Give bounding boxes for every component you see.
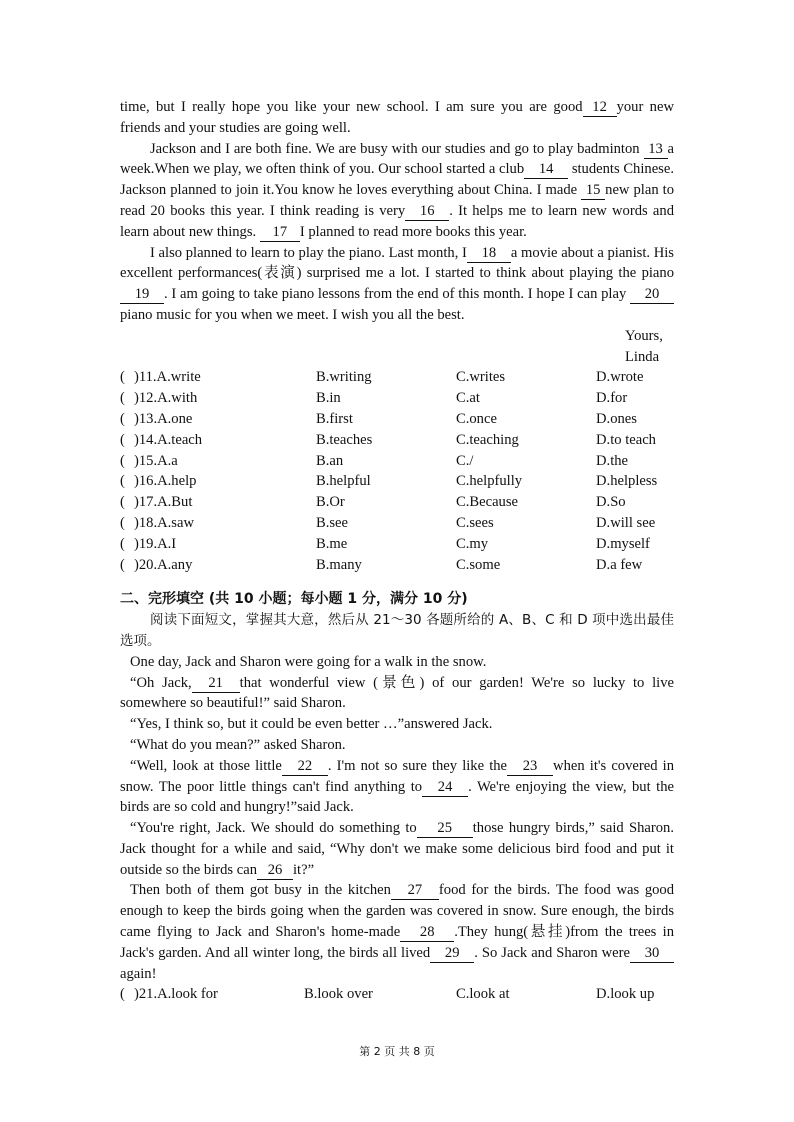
story-line-7 — [120, 880, 674, 984]
option-c[interactable]: C.at — [456, 390, 480, 407]
text-run: your new friends and your studies are going well. — [120, 99, 674, 136]
option-a[interactable]: )19.A.I — [134, 535, 177, 552]
text-run: piano music for you when we meet. I wish you all the best. — [120, 306, 465, 323]
question-row-11 — [120, 367, 674, 388]
option-b[interactable]: B.look over — [304, 986, 373, 1003]
option-d[interactable]: D.for — [596, 390, 628, 407]
option-a[interactable]: )12.A.with — [134, 390, 198, 407]
story-line-3: “Yes, I think so, but it could be even better …”answered Jack. — [130, 716, 493, 733]
text-run: students Chinese. Jackson planned to join it.You know he loves everything about China. I made — [120, 161, 674, 199]
text-run: that wonderful view (景色) of our garden! We're so lucky to live somewhere so beautiful!” said Sharon. — [120, 674, 674, 712]
blank-22[interactable]: 22 — [282, 758, 328, 776]
option-d[interactable]: D.to teach — [596, 431, 656, 448]
story-line-6 — [120, 818, 674, 880]
text-run: it?” — [293, 861, 315, 878]
option-c[interactable]: C.some — [456, 556, 501, 573]
answer-paren[interactable]: ( — [120, 431, 125, 448]
question-row-14 — [120, 430, 674, 451]
option-b[interactable]: B.writing — [316, 369, 372, 386]
text-run: those hungry birds,” said Sharon. Jack thought for a while and said, “Why don't we make some delicious bird food and put it outside so the birds can — [120, 820, 675, 878]
option-d[interactable]: D.look up — [596, 986, 655, 1003]
passage-one — [120, 97, 674, 1005]
blank-30[interactable]: 30 — [630, 945, 674, 963]
option-d[interactable]: D.myself — [596, 535, 650, 552]
answer-paren[interactable]: ( — [120, 535, 125, 552]
option-d[interactable]: D.the — [596, 452, 629, 469]
text-run: food for the birds. The food was good enough to keep the birds going when the garden was covered in snow. Sure enough, the birds came flying to Jack and Sharon's home-made — [120, 882, 675, 941]
question-row-20 — [120, 555, 674, 576]
option-b[interactable]: B.an — [316, 452, 344, 469]
text-run: . It helps me to learn new words and learn about new things. — [120, 202, 674, 240]
option-b[interactable]: B.many — [316, 556, 362, 573]
option-a[interactable]: )20.A.any — [134, 556, 193, 573]
answer-paren[interactable]: ( — [120, 473, 125, 490]
question-row-19 — [120, 534, 674, 555]
blank-17[interactable]: 17 — [260, 224, 300, 242]
letter-signature: Linda — [625, 348, 660, 365]
option-c[interactable]: C.sees — [456, 514, 494, 531]
option-c[interactable]: C.teaching — [456, 431, 519, 448]
question-row-18 — [120, 513, 674, 534]
answer-paren[interactable]: ( — [120, 369, 125, 386]
question-row-16 — [120, 471, 674, 492]
paragraph-1 — [120, 97, 674, 139]
answer-paren[interactable]: ( — [120, 986, 125, 1003]
blank-21[interactable]: 21 — [192, 675, 240, 693]
text-run: . I am going to take piano lessons from the end of this month. I hope I can play — [164, 286, 627, 303]
question-row-13 — [120, 409, 674, 430]
text-run: “Well, look at those little — [130, 757, 282, 774]
option-c[interactable]: C.once — [456, 410, 497, 427]
blank-28[interactable]: 28 — [400, 924, 454, 942]
text-run: . I'm not so sure they like the — [327, 757, 508, 774]
blank-15[interactable]: 15 — [581, 182, 605, 200]
text-run: again! — [120, 965, 157, 982]
blank-12[interactable]: 12 — [583, 99, 617, 117]
blank-16[interactable]: 16 — [405, 203, 449, 221]
text-run: when it's covered in snow. The poor little things can't find anything to — [120, 757, 674, 795]
blank-13[interactable]: 13 — [644, 141, 668, 159]
section-heading: 二、完形填空 (共 10 小题；每小题 1 分，满分 10 分) — [120, 591, 468, 608]
story-line-1: One day, Jack and Sharon were going for a walk in the snow. — [130, 653, 487, 670]
question-row-21 — [120, 984, 674, 1005]
option-b[interactable]: B.helpful — [316, 473, 371, 490]
question-row-15 — [120, 451, 674, 472]
option-a[interactable]: )18.A.saw — [134, 514, 194, 531]
text-run: new plan to read 20 books this year. I think reading is very — [120, 182, 674, 219]
blank-25[interactable]: 25 — [417, 820, 473, 838]
text-run: Jackson and I are both fine. We are busy with our studies and go to play badminton — [150, 140, 640, 157]
text-run: “Oh Jack, — [130, 674, 192, 691]
letter-closing: Yours, — [625, 327, 663, 344]
text-run: . So Jack and Sharon were — [474, 944, 630, 961]
section-instruction: 阅读下面短文，掌握其大意，然后从 21～30 各题所给的 A、B、C 和 D 项中选出最佳选项。 — [120, 612, 674, 649]
option-a[interactable]: )16.A.help — [134, 473, 197, 490]
answer-paren[interactable]: ( — [120, 514, 125, 531]
answer-paren[interactable]: ( — [120, 452, 125, 469]
option-b[interactable]: B.see — [316, 514, 349, 531]
page-footer: 第 2 页 共 8 页 — [359, 1045, 435, 1058]
paragraph-2 — [120, 139, 674, 243]
option-a[interactable]: )21.A.look for — [134, 986, 218, 1003]
option-b[interactable]: B.in — [316, 390, 341, 407]
paragraph-3 — [120, 243, 674, 326]
text-run: a week.When we play, we often think of you. Our school started a club — [120, 140, 674, 178]
blank-24[interactable]: 24 — [422, 779, 468, 797]
blank-18[interactable]: 18 — [467, 245, 511, 263]
story-line-4: “What do you mean?” asked Sharon. — [130, 736, 346, 753]
blank-14[interactable]: 14 — [524, 161, 568, 179]
option-d[interactable]: D.ones — [596, 410, 637, 427]
option-c[interactable]: C.helpfully — [456, 473, 523, 490]
option-c[interactable]: C./ — [456, 452, 474, 469]
option-a[interactable]: )15.A.a — [134, 452, 178, 469]
option-d[interactable]: D.wrote — [596, 369, 644, 386]
text-run: .They hung(悬挂)from the trees in Jack's garden. And all winter long, the birds all lived — [120, 924, 674, 961]
option-c[interactable]: C.my — [456, 535, 489, 552]
story-line-5 — [120, 756, 674, 818]
text-run: I planned to read more books this year. — [299, 223, 527, 240]
option-a[interactable]: )13.A.one — [134, 410, 193, 427]
option-c[interactable]: C.writes — [456, 369, 506, 386]
option-a[interactable]: )11.A.write — [134, 369, 201, 386]
option-a[interactable]: )17.A.But — [134, 494, 193, 511]
text-run: “You're right, Jack. We should do something to — [130, 820, 417, 837]
question-row-12 — [120, 388, 674, 409]
option-a[interactable]: )14.A.teach — [134, 431, 203, 448]
option-b[interactable]: B.Or — [316, 494, 345, 511]
option-b[interactable]: B.me — [316, 535, 348, 552]
option-d[interactable]: D.a few — [596, 556, 643, 573]
option-c[interactable]: C.Because — [456, 494, 519, 511]
blank-27[interactable]: 27 — [391, 882, 439, 900]
option-d[interactable]: D.helpless — [596, 473, 658, 490]
question-row-17 — [120, 492, 674, 513]
text-run: a movie about a pianist. His excellent performances(表演) surprised me a lot. I started to think about playing the piano — [120, 244, 674, 282]
text-run: Then both of them got busy in the kitchen — [130, 882, 391, 899]
option-d[interactable]: D.will see — [596, 514, 656, 531]
answer-paren[interactable]: ( — [120, 410, 125, 427]
option-b[interactable]: B.first — [316, 410, 353, 427]
blank-20[interactable]: 20 — [630, 286, 674, 304]
blank-29[interactable]: 29 — [430, 945, 474, 963]
option-d[interactable]: D.So — [596, 494, 626, 511]
answer-paren[interactable]: ( — [120, 494, 125, 511]
options-list-11-20 — [120, 367, 674, 575]
blank-23[interactable]: 23 — [507, 758, 553, 776]
blank-26[interactable]: 26 — [257, 862, 293, 880]
story-line-2 — [120, 673, 674, 715]
answer-paren[interactable]: ( — [120, 556, 125, 573]
option-b[interactable]: B.teaches — [316, 431, 373, 448]
text-run: . We're enjoying the view, but the birds are so cold and hungry!”said Jack. — [120, 778, 674, 816]
blank-19[interactable]: 19 — [120, 286, 164, 304]
text-run: I also planned to learn to play the piano. Last month, I — [150, 244, 467, 261]
answer-paren[interactable]: ( — [120, 390, 125, 407]
option-c[interactable]: C.look at — [456, 986, 510, 1003]
text-run: time, but I really hope you like your new school. I am sure you are good — [120, 99, 583, 115]
